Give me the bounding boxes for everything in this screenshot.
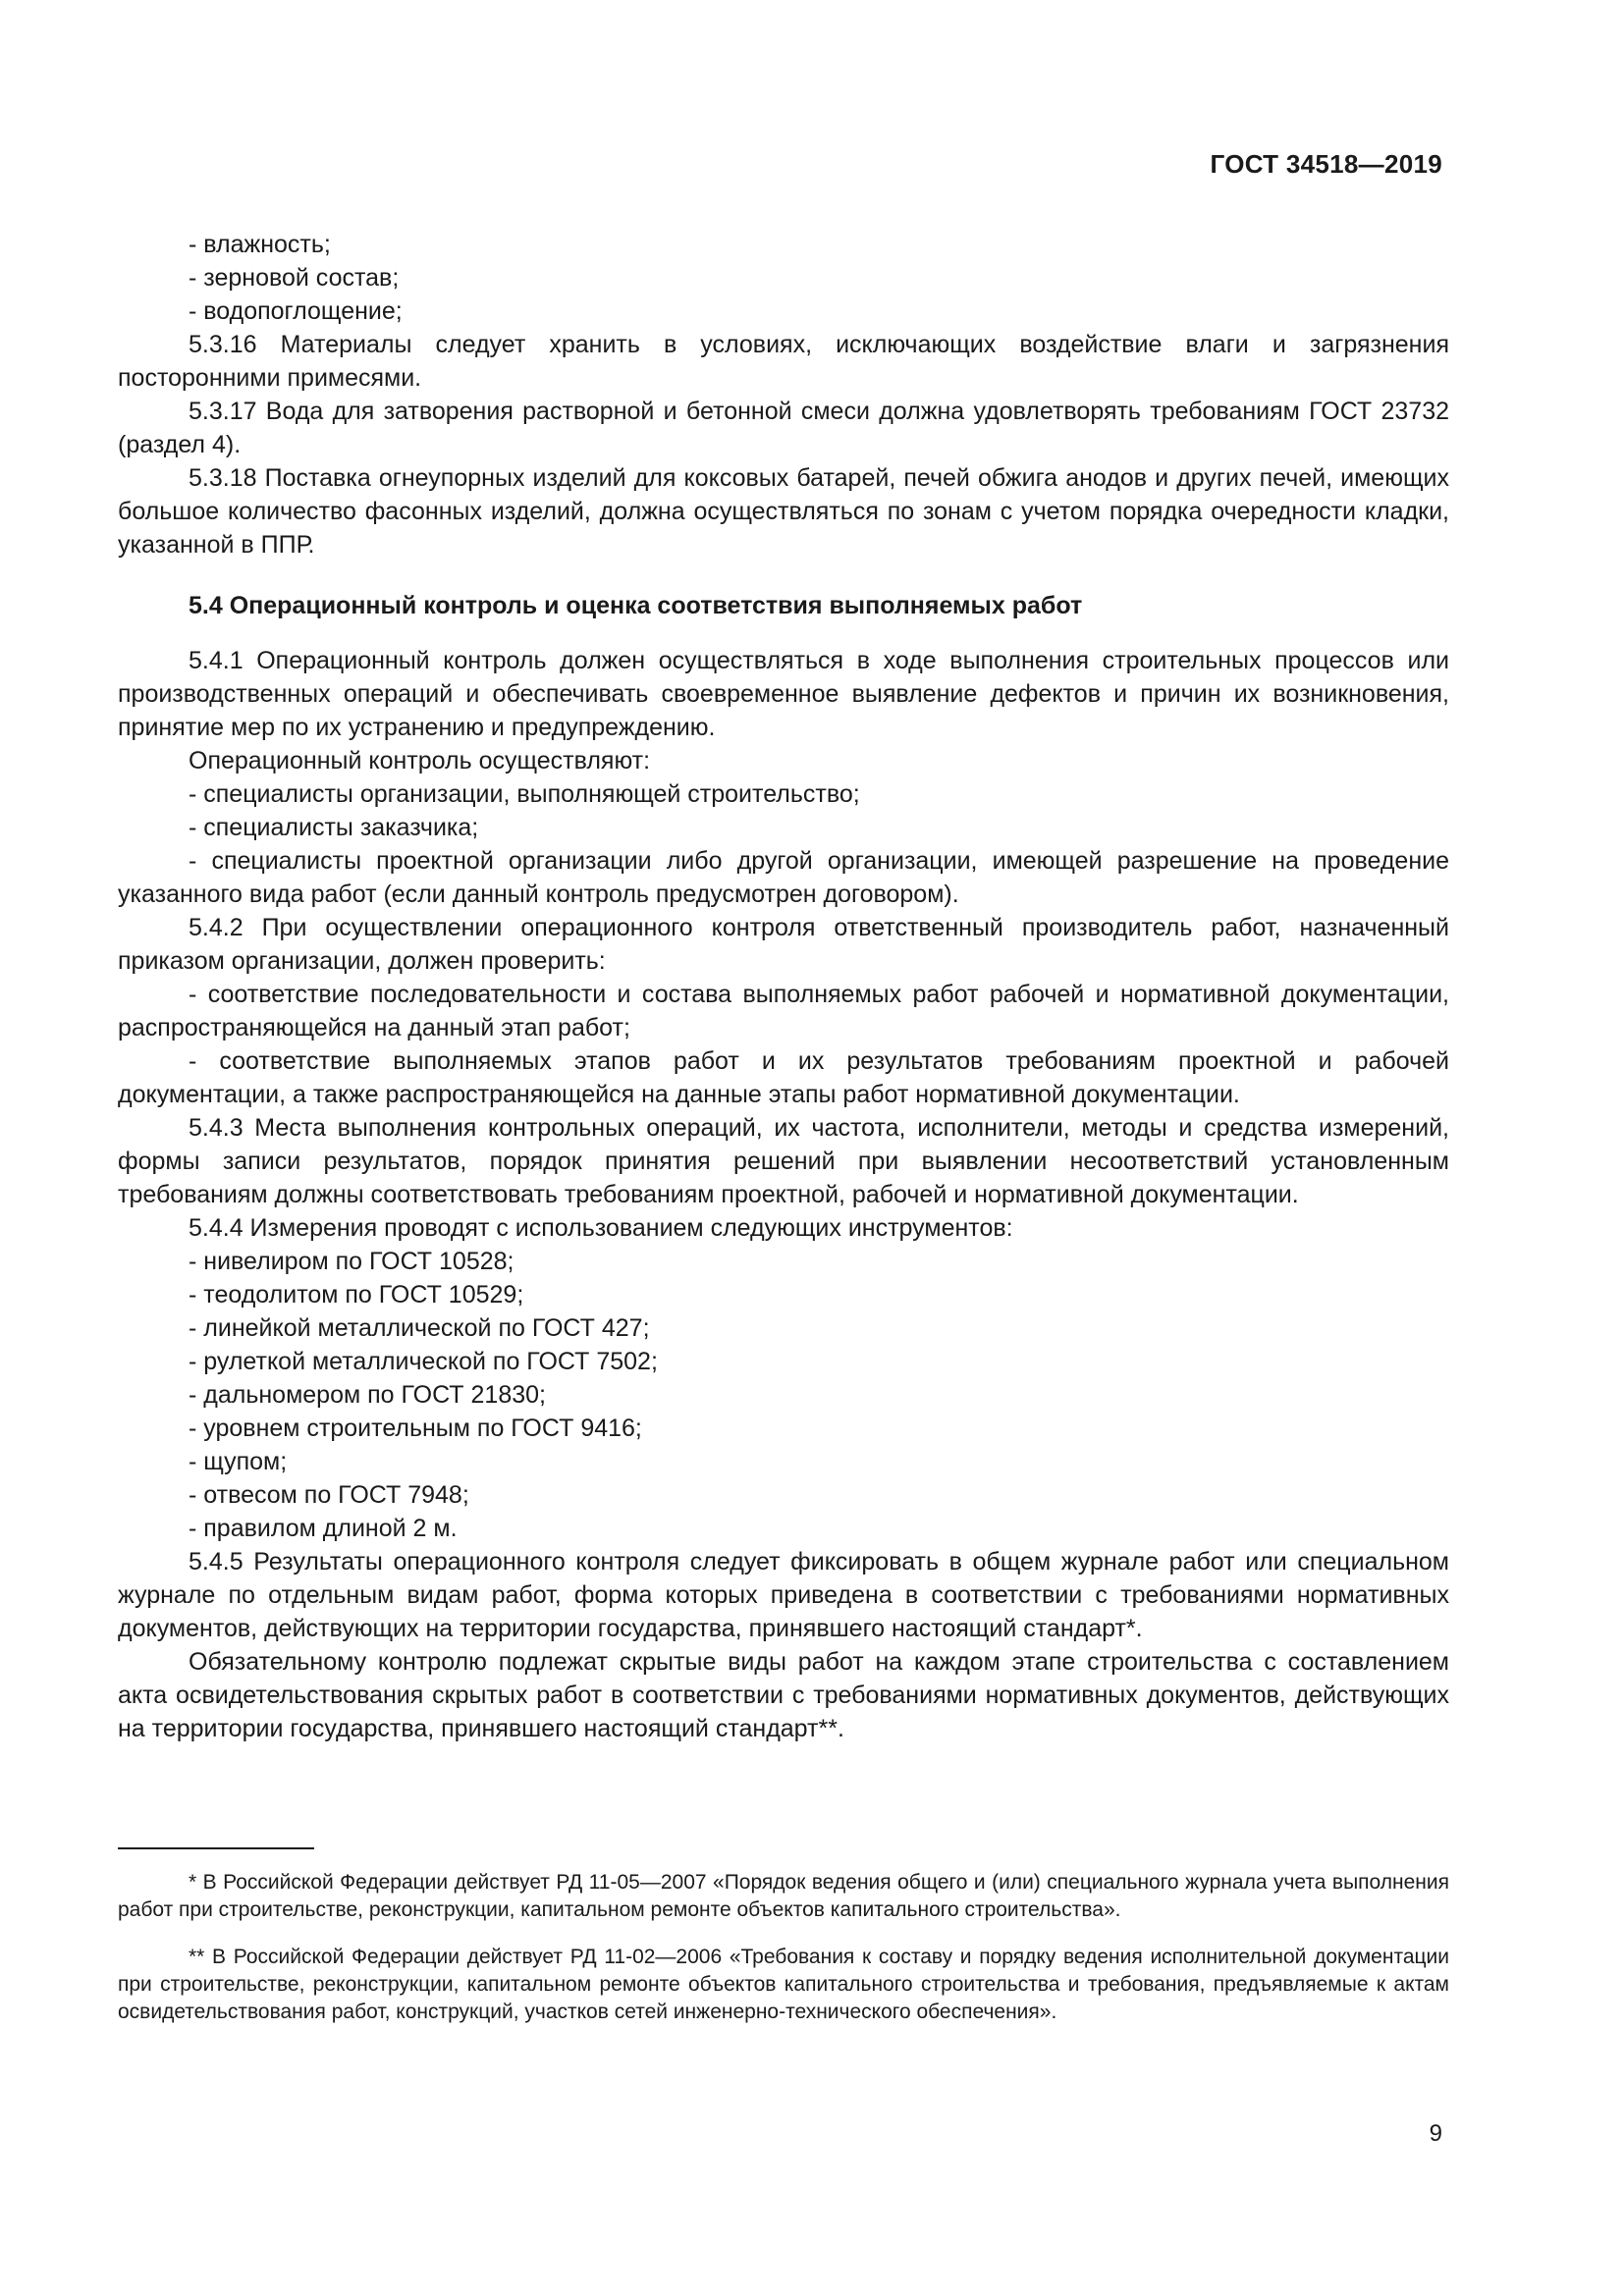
list-item: - соответствие выполняемых этапов работ и их результатов требованиям проектной и рабочей документации, а также распространяющейся на данные этапы работ нормативной документации. <box>118 1047 1449 1108</box>
list-item: - нивелиром по ГОСТ 10528; <box>189 1248 514 1275</box>
list-item: - линейкой металлической по ГОСТ 427; <box>189 1314 650 1342</box>
clause-5-4-2: 5.4.2 При осуществлении операционного контроля ответственный производитель работ, назначенный приказом организации, должен проверить: <box>118 914 1449 975</box>
list-item: - соответствие последовательности и состава выполняемых работ рабочей и нормативной документации, распространяющейся на данный этап работ; <box>118 981 1449 1041</box>
list-item: - специалисты заказчика; <box>189 814 479 841</box>
page-number: 9 <box>1429 2120 1442 2147</box>
clause-5-4-4: 5.4.4 Измерения проводят с использованием следующих инструментов: <box>189 1214 1013 1242</box>
list-item: - специалисты организации, выполняющей строительство; <box>189 780 860 808</box>
list-item: - специалисты проектной организации либо другой организации, имеющей разрешение на проведение указанного вида работ (если данный контроль предусмотрен договором). <box>118 847 1449 908</box>
clause-5-4-3: 5.4.3 Места выполнения контрольных операций, их частота, исполнители, методы и средства измерений, формы записи результатов, порядок принятия решений при выявлении несоответствий установленным требованиям должны соответствовать требованиям проектной, рабочей и нормативной документации. <box>118 1114 1449 1208</box>
footnote-divider <box>118 1847 314 1849</box>
list-item: - уровнем строительным по ГОСТ 9416; <box>189 1415 642 1442</box>
list-item: - щупом; <box>189 1448 288 1475</box>
list-item: - рулеткой металлической по ГОСТ 7502; <box>189 1348 658 1375</box>
list-item: - влажность; <box>189 231 331 258</box>
footnote-2: ** В Российской Федерации действует РД 11-02—2006 «Требования к составу и порядку ведения исполнительной документации при строительстве, реконструкции, капитальном ремонте объектов капитального строительства и требования, предъявляемые к актам освидетельствования работ, конструкций, участков сетей инженерно-технического обеспечения». <box>118 1946 1449 2023</box>
main-text <box>118 228 1449 1745</box>
list-item: - водопоглощение; <box>189 297 403 325</box>
document-code: ГОСТ 34518—2019 <box>1210 149 1442 179</box>
section-heading-5-4: 5.4 Операционный контроль и оценка соответствия выполняемых работ <box>189 592 1083 619</box>
clause-5-3-18: 5.3.18 Поставка огнеупорных изделий для коксовых батарей, печей обжига анодов и других печей, имеющих большое количество фасонных изделий, должна осуществляться по зонам с учетом порядка очередности кладки, указанной в ППР. <box>118 464 1449 559</box>
footnotes <box>118 1847 1449 2046</box>
list-item: - зерновой состав; <box>189 264 400 292</box>
footnote-1: * В Российской Федерации действует РД 11-05—2007 «Порядок ведения общего и (или) специального журнала учета выполнения работ при строительстве, реконструкции, капитальном ремонте объектов капитального строительства». <box>118 1871 1449 1921</box>
clause-5-4-1-lead: Операционный контроль осуществляют: <box>189 747 651 774</box>
clause-5-4-5-mandatory-control: Обязательному контролю подлежат скрытые виды работ на каждом этапе строительства с составлением акта освидетельствования скрытых работ в соответствии с требованиями нормативных документов, действующих на территории государства, принявшего настоящий стандарт**. <box>118 1648 1449 1742</box>
list-item: - отвесом по ГОСТ 7948; <box>189 1481 469 1509</box>
list-item: - правилом длиной 2 м. <box>189 1515 458 1542</box>
clause-5-4-1: 5.4.1 Операционный контроль должен осуществляться в ходе выполнения строительных процессов или производственных операций и обеспечивать своевременное выявление дефектов и причин их возникновения, принятие мер по их устранению и предупреждению. <box>118 647 1449 741</box>
clause-5-3-17: 5.3.17 Вода для затворения растворной и бетонной смеси должна удовлетворять требованиям ГОСТ 23732 (раздел 4). <box>118 398 1449 458</box>
clause-5-4-5: 5.4.5 Результаты операционного контроля следует фиксировать в общем журнале работ или специальном журнале по отдельным видам работ, форма которых приведена в соответствии с требованиями нормативных документов, действующих на территории государства, принявшего настоящий стандарт*. <box>118 1548 1449 1642</box>
list-item: - дальномером по ГОСТ 21830; <box>189 1381 546 1409</box>
clause-5-3-16: 5.3.16 Материалы следует хранить в условиях, исключающих воздействие влаги и загрязнения посторонними примесями. <box>118 331 1449 392</box>
list-item: - теодолитом по ГОСТ 10529; <box>189 1281 524 1308</box>
